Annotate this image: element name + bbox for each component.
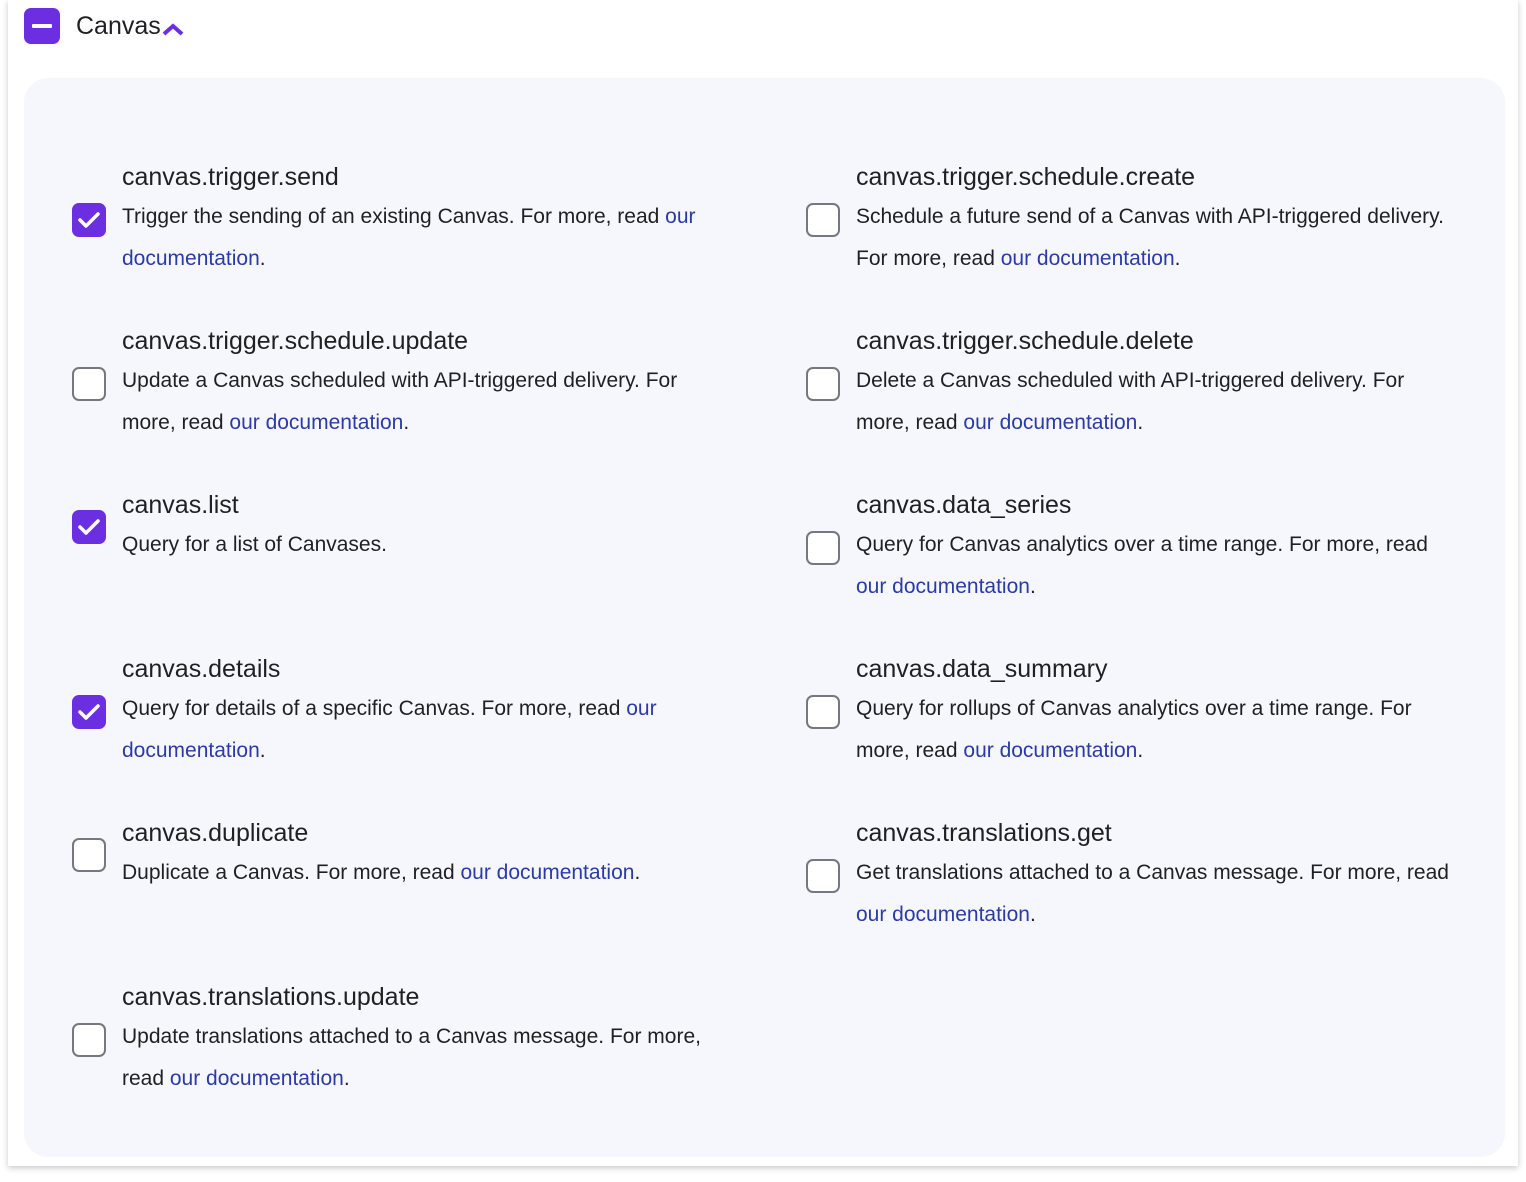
documentation-link[interactable]: our documentation: [169, 1067, 344, 1090]
permission-description: [856, 524, 1456, 608]
description-suffix: .: [259, 247, 266, 270]
description-text: Query for Canvas analytics over a time range. For more, read: [856, 533, 1428, 556]
permission-checkbox[interactable]: [72, 510, 106, 544]
permission-item: [72, 160, 806, 324]
permission-checkbox[interactable]: [72, 838, 106, 872]
description-suffix: .: [634, 861, 641, 884]
documentation-link[interactable]: our documentation: [460, 861, 635, 884]
chevron-up-icon[interactable]: [162, 22, 184, 36]
permission-description: [122, 1016, 722, 1100]
permission-item: [806, 652, 1456, 816]
permission-name: canvas.trigger.schedule.create: [856, 163, 1196, 191]
documentation-link[interactable]: our documentation: [229, 411, 404, 434]
description-text: Delete a Canvas scheduled with API-triggered delivery. For more, read: [856, 369, 1405, 434]
permission-name: canvas.data_summary: [856, 655, 1108, 683]
permission-description: [856, 688, 1456, 772]
minus-icon: [32, 24, 52, 28]
permission-name: canvas.translations.get: [856, 819, 1112, 847]
permission-description: [856, 196, 1456, 280]
description-text: Update translations attached to a Canvas message. For more, read: [122, 1025, 701, 1090]
documentation-link[interactable]: our documentation: [963, 739, 1138, 762]
permission-item: [72, 488, 806, 652]
permissions-grid: [72, 160, 1456, 1144]
permission-name: canvas.trigger.send: [122, 163, 339, 191]
description-text: Trigger the sending of an existing Canvas. For more, read: [122, 205, 666, 228]
permissions-panel: [24, 78, 1505, 1157]
permission-name: canvas.duplicate: [122, 819, 309, 847]
permission-checkbox[interactable]: [806, 859, 840, 893]
permission-description: [122, 360, 722, 444]
permission-checkbox[interactable]: [72, 367, 106, 401]
permission-checkbox[interactable]: [806, 203, 840, 237]
documentation-link[interactable]: our documentation: [122, 205, 696, 270]
documentation-link[interactable]: our documentation: [856, 575, 1030, 598]
permission-item: [806, 488, 1456, 652]
description-text: Duplicate a Canvas. For more, read: [122, 861, 461, 884]
permission-item: [72, 324, 806, 488]
description-suffix: .: [1137, 411, 1144, 434]
section-title: Canvas: [76, 11, 161, 40]
section-header[interactable]: [24, 8, 184, 44]
permission-item: [806, 816, 1456, 980]
documentation-link[interactable]: our documentation: [963, 411, 1138, 434]
permission-description: [122, 688, 722, 772]
permission-checkbox[interactable]: [72, 1023, 106, 1057]
permission-checkbox[interactable]: [806, 531, 840, 565]
permission-description: [856, 852, 1456, 936]
permission-name: canvas.details: [122, 655, 281, 683]
documentation-link[interactable]: our documentation: [856, 903, 1030, 926]
description-text: Schedule a future send of a Canvas with API-triggered delivery. For more, read: [856, 205, 1444, 270]
description-suffix: .: [1029, 903, 1036, 926]
select-all-indeterminate-checkbox[interactable]: [24, 8, 60, 44]
documentation-link[interactable]: our documentation: [122, 697, 657, 762]
permission-checkbox[interactable]: [72, 695, 106, 729]
description-suffix: .: [259, 739, 266, 762]
permission-item: [806, 160, 1456, 324]
description-text: Query for a list of Canvases.: [122, 533, 387, 556]
permission-checkbox[interactable]: [806, 367, 840, 401]
description-suffix: .: [1174, 247, 1181, 270]
description-text: Update a Canvas scheduled with API-triggered delivery. For more, read: [122, 369, 678, 434]
permission-description: [122, 852, 722, 894]
checkmark-icon: [78, 518, 100, 536]
permission-item: [72, 816, 806, 980]
permission-name: canvas.translations.update: [122, 983, 420, 1011]
description-suffix: .: [1029, 575, 1036, 598]
permission-name: canvas.trigger.schedule.update: [122, 327, 469, 355]
permission-description: [856, 360, 1456, 444]
permission-checkbox[interactable]: [806, 695, 840, 729]
permission-item: [806, 324, 1456, 488]
permission-item: [72, 980, 806, 1144]
description-text: Query for details of a specific Canvas. For more, read: [122, 697, 627, 720]
permission-name: canvas.data_series: [856, 491, 1072, 519]
permission-item: [72, 652, 806, 816]
permission-description: [122, 196, 722, 280]
description-suffix: .: [403, 411, 410, 434]
permission-checkbox[interactable]: [72, 203, 106, 237]
permission-name: canvas.list: [122, 491, 239, 519]
checkmark-icon: [78, 211, 100, 229]
documentation-link[interactable]: our documentation: [1000, 247, 1175, 270]
description-text: Query for rollups of Canvas analytics over a time range. For more, read: [856, 697, 1412, 762]
permission-name: canvas.trigger.schedule.delete: [856, 327, 1194, 355]
description-suffix: .: [1137, 739, 1144, 762]
permission-description: [122, 524, 722, 566]
checkmark-icon: [78, 703, 100, 721]
description-text: Get translations attached to a Canvas message. For more, read: [856, 861, 1449, 884]
description-suffix: .: [343, 1067, 350, 1090]
